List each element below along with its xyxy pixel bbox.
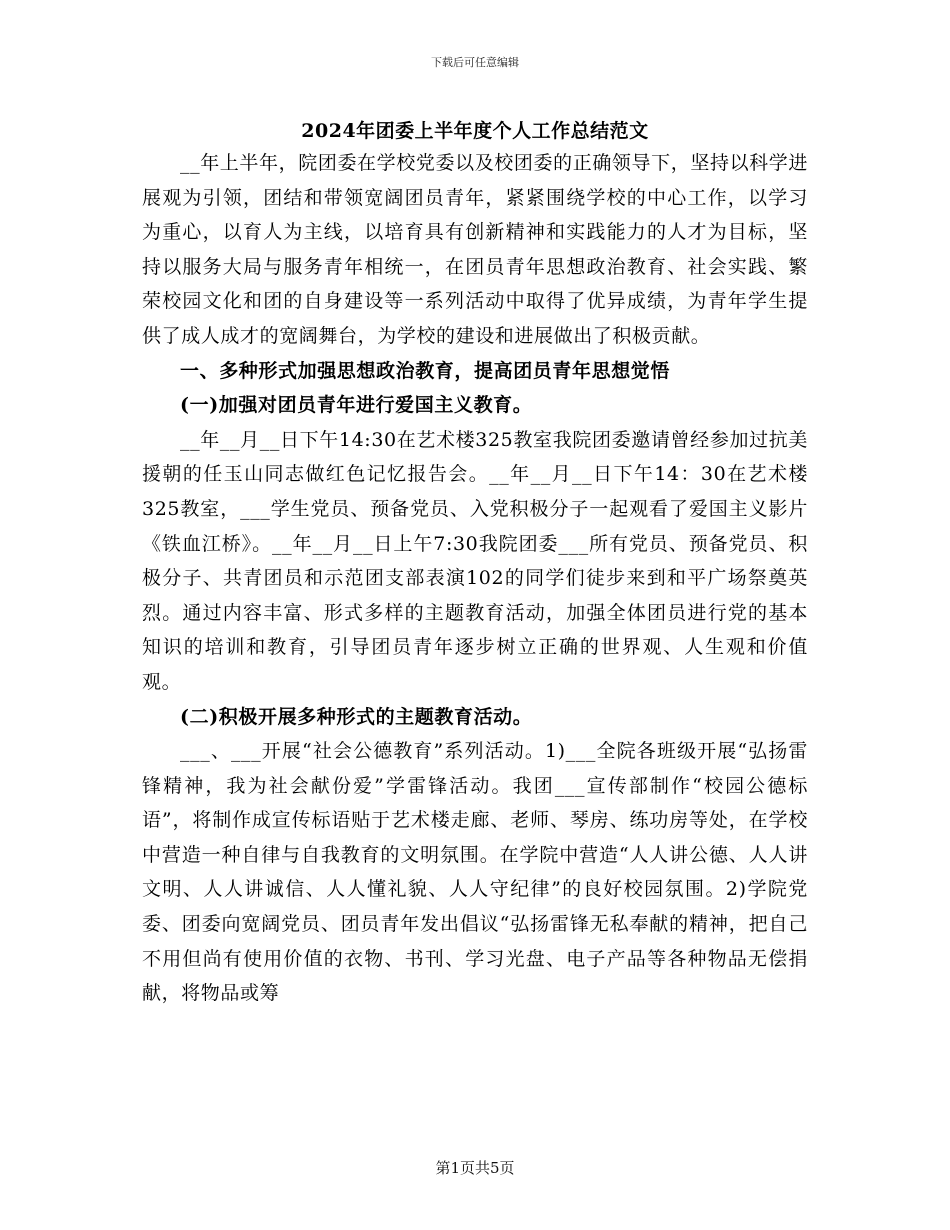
theme-activities-paragraph: ___、___开展“社会公德教育”系列活动。1)___全院各班级开展“弘扬雷锋精神，我为社会献份爱”学雷锋活动。我团___宣传部制作“校园公德标语”，将制作成宣传标语贴于艺术楼走廊、老师、琴房、练功房等处，在学校中营造一种自律与自我教育的文明氛围。在学院中营造“人人讲公德、人人讲文明、人人讲诚信、人人懂礼貌、人人守纪律”的良好校园氛围。2)学院党委、团委向宽阔党员、团员青年发出倡议“弘扬雷锋无私奉献的精神，把自己不用但尚有使用价值的衣物、书刊、学习光盘、电子产品等各种物品无偿捐献，将物品或筹 — [142, 740, 808, 1005]
page-header: 下载后可任意编辑 — [431, 56, 519, 69]
subsection-heading-2: (二)积极开展多种形式的主题教育活动。 — [180, 705, 533, 728]
document-body — [142, 146, 808, 1011]
section-heading-1: 一、多种形式加强思想政治教育，提高团员青年思想觉悟 — [180, 359, 671, 382]
patriotic-education-paragraph: __年__月__日下午14:30在艺术楼325教室我院团委邀请曾经参加过抗美援朝的任玉山同志做红色记忆报告会。__年__月__日下午14：30在艺术楼325教室，___学生党员、预备党员、入党积极分子一起观看了爱国主义影片《铁血江桥》。__年__月__日上午7:30我院团委___所有党员、预备党员、积极分子、共青团员和示范团支部表演102的同学们徒步来到和平广场祭奠英烈。通过内容丰富、形式多样的主题教育活动，加强全体团员进行党的基本知识的培训和教育，引导团员青年逐步树立正确的世界观、人生观和价值观。 — [142, 428, 808, 693]
intro-paragraph: __年上半年，院团委在学校党委以及校团委的正确领导下，坚持以科学进展观为引领，团结和带领宽阔团员青年，紧紧围绕学校的中心工作，以学习为重心，以育人为主线，以培育具有创新精神和实践能力的人才为目标，坚持以服务大局与服务青年相统一，在团员青年思想政治教育、社会实践、繁荣校园文化和团的自身建设等一系列活动中取得了优异成绩，为青年学生提供了成人成才的宽阔舞台，为学校的建设和进展做出了积极贡献。 — [142, 152, 808, 347]
page-footer: 第1页共5页 — [435, 1159, 515, 1177]
subsection-heading-1: (一)加强对团员青年进行爱国主义教育。 — [180, 394, 533, 417]
document-title: 2024年团委上半年度个人工作总结范文 — [301, 120, 649, 142]
